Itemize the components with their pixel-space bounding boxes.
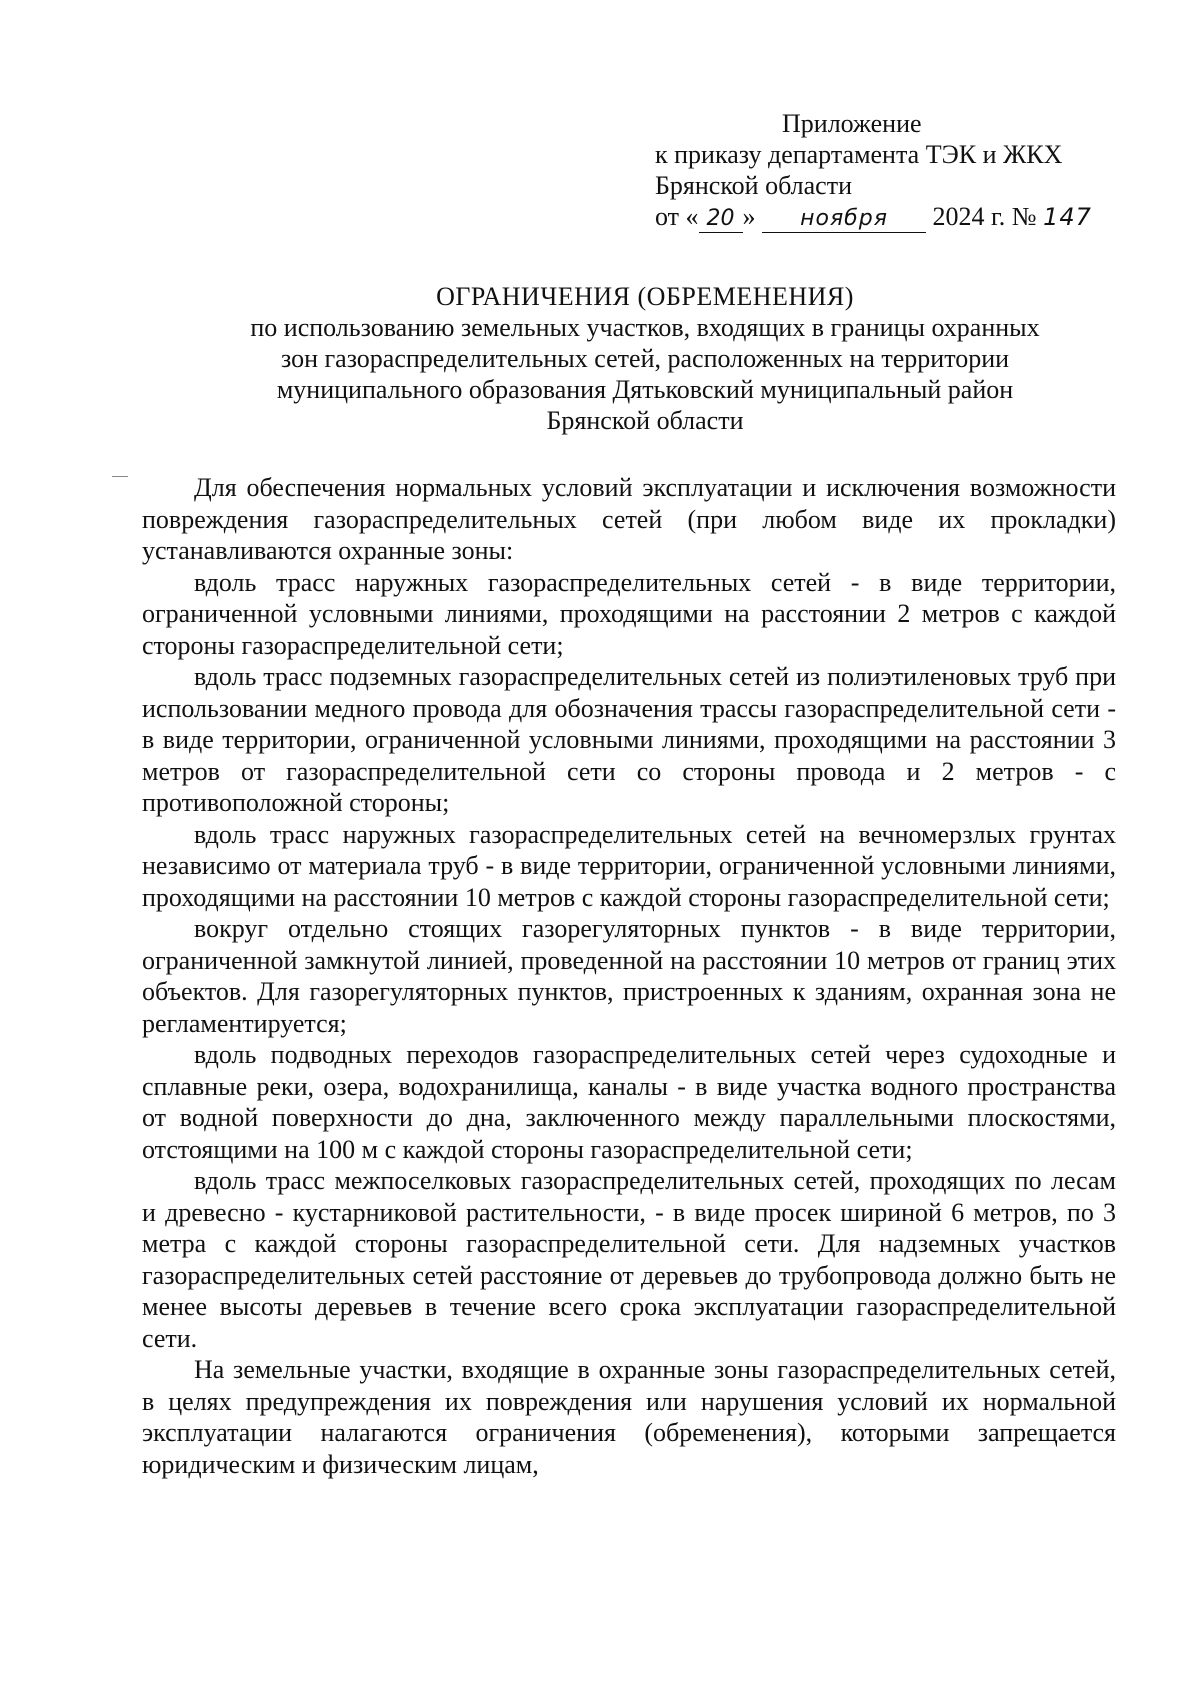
appendix-order-line: к приказу департамента ТЭК и ЖКХ: [655, 140, 1063, 169]
title-line-3: муниципального образования Дятьковский муниципальный район: [276, 375, 1014, 404]
title-line-2: зон газораспределительных сетей, расположенных на территории: [280, 344, 1010, 373]
document-title: [200, 281, 1090, 436]
paragraph: вокруг отдельно стоящих газорегуляторных пунктов - в виде территории, ограниченной замкнутой линией, проведенной на расстоянии 10 метров от границ этих объектов. Для газорегуляторных пунктов, пристроенных к зданиям, охранная зона не регламентируется;: [142, 914, 1116, 1038]
handwritten-month: ноября: [762, 206, 926, 233]
title-line-4: Брянской области: [546, 406, 744, 435]
paragraph: Для обеспечения нормальных условий эксплуатации и исключения возможности повреждения газораспределительных сетей (при любом виде их прокладки) устанавливаются охранные зоны:: [142, 473, 1116, 565]
appendix-region-line: Брянской области: [655, 171, 852, 200]
date-year: 2024 г. №: [932, 202, 1037, 231]
paragraph: вдоль трасс подземных газораспределительных сетей из полиэтиленовых труб при использовании медного провода для обозначения трассы газораспределительной сети - в виде территории, ограниченной условными линиями, проходящими на расстоянии 3 метров от газораспределительной сети со стороны провода и 2 метров - с противоположной стороны;: [142, 662, 1116, 817]
handwritten-day: 20: [699, 206, 743, 233]
date-mid: »: [742, 202, 756, 231]
scan-mark: [112, 476, 128, 477]
paragraph: вдоль подводных переходов газораспределительных сетей через судоходные и сплавные реки, озера, водохранилища, каналы - в виде участка водного пространства от водной поверхности до дна, заключенного между параллельными плоскостями, отстоящими на 100 м с каждой стороны газораспределительной сети;: [142, 1040, 1116, 1164]
date-prefix: от «: [655, 202, 699, 231]
title-heading: ОГРАНИЧЕНИЯ (ОБРЕМЕНЕНИЯ): [436, 282, 854, 311]
document-body: [142, 472, 1116, 1480]
paragraph: вдоль трасс межпоселковых газораспределительных сетей, проходящих по лесам и древесно - кустарниковой растительности, - в виде просек шириной 6 метров, по 3 метра с каждой стороны газораспределительной сети. Для надземных участков газораспределительных сетей расстояние от деревьев до трубопровода должно быть не менее высоты деревьев в течение всего срока эксплуатации газораспределительной сети.: [142, 1166, 1116, 1353]
paragraph: вдоль трасс наружных газораспределительных сетей на вечномерзлых грунтах независимо от материала труб - в виде территории, ограниченной условными линиями, проходящими на расстоянии 10 метров с каждой стороны газораспределительной сети;: [142, 819, 1116, 912]
appendix-title: Приложение: [782, 109, 922, 138]
title-line-1: по использованию земельных участков, входящих в границы охранных: [250, 313, 1040, 342]
paragraph: На земельные участки, входящие в охранные зоны газораспределительных сетей, в целях предупреждения их повреждения или нарушения условий их нормальной эксплуатации налагаются ограничения (обременения), которыми запрещается юридическим и физическим лицам,: [142, 1355, 1116, 1479]
appendix-date-line: [655, 201, 1135, 233]
paragraph: вдоль трасс наружных газораспределительных сетей - в виде территории, ограниченной условными линиями, проходящими на расстоянии 2 метров с каждой стороны газораспределительной сети;: [142, 567, 1116, 660]
appendix-block: [655, 108, 1135, 233]
handwritten-order-number: 147: [1043, 203, 1092, 231]
